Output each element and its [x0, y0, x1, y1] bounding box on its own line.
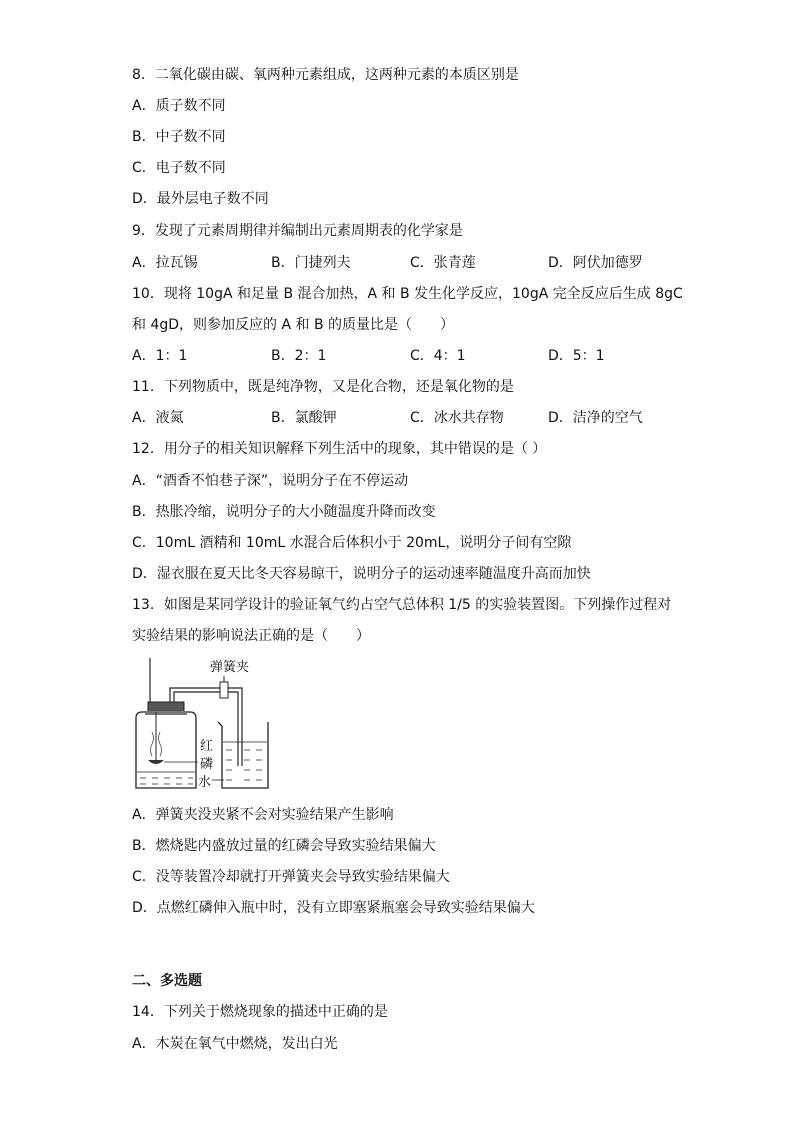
question-14-option-a: A．木炭在氧气中燃烧，发出白光 — [132, 1036, 338, 1052]
question-13-option-b: B．燃烧匙内盛放过量的红磷会导致实验结果偏大 — [132, 838, 436, 854]
beaker — [218, 722, 268, 788]
question-9-option-a: A．拉瓦锡 — [132, 255, 198, 271]
question-12-option-d: D．湿衣服在夏天比冬天容易晾干，说明分子的运动速率随温度升高而加快 — [132, 566, 591, 582]
spring-clip — [220, 682, 228, 698]
question-10-option-b: B．2：1 — [271, 348, 327, 364]
question-9-stem: 9．发现了元素周期律并编制出元素周期表的化学家是 — [132, 223, 463, 239]
bottle-water-dashes — [140, 778, 193, 784]
question-9-option-b: B．门捷列夫 — [271, 255, 351, 271]
question-10-stem-line1: 10．现将 10gA 和足量 B 混合加热，A 和 B 发生化学反应，10gA 完全反应后生成 8gC — [132, 286, 683, 302]
question-8-stem: 8．二氧化碳由碳、氧两种元素组成，这两种元素的本质区别是 — [132, 67, 519, 83]
question-10-option-d: D．5：1 — [548, 348, 605, 364]
question-13-stem-line2: 实验结果的影响说法正确的是（ ） — [132, 628, 370, 644]
question-8-option-d: D．最外层电子数不同 — [132, 191, 269, 207]
question-11-stem: 11．下列物质中，既是纯净物，又是化合物，还是氧化物的是 — [132, 379, 514, 395]
red-phosphorus-label-2: 磷 — [200, 757, 214, 772]
question-12-option-b: B．热胀冷缩，说明分子的大小随温度升降而改变 — [132, 504, 436, 520]
smoke-lines — [151, 732, 154, 756]
question-10-option-a: A．1：1 — [132, 348, 188, 364]
question-11-option-d: D．洁净的空气 — [548, 410, 643, 426]
question-10-option-c: C．4：1 — [410, 348, 466, 364]
question-10-stem-line2: 和 4gD，则参加反应的 A 和 B 的质量比是（ ） — [132, 317, 455, 333]
question-11-option-a: A．液氮 — [132, 410, 184, 426]
question-9-option-c: C．张青莲 — [410, 255, 476, 271]
question-9-option-d: D．阿伏加德罗 — [548, 255, 643, 271]
spring-clip-label: 弹簧夹 — [210, 660, 250, 675]
red-phosphorus-label-1: 红 — [200, 739, 214, 754]
water-label: 水 — [198, 775, 212, 790]
collecting-bottle — [136, 712, 196, 788]
beaker-water-dashes — [226, 750, 262, 780]
connecting-tube — [170, 688, 242, 766]
combustion-spoon — [148, 760, 164, 764]
bottle-neck — [145, 711, 187, 715]
question-11-option-c: C．冰水共存物 — [410, 410, 504, 426]
question-8-option-b: B．中子数不同 — [132, 129, 226, 145]
question-13-option-c: C．没等装置冷却就打开弹簧夹会导致实验结果偏大 — [132, 869, 450, 885]
question-13-option-d: D．点燃红磷伸入瓶中时，没有立即塞紧瓶塞会导致实验结果偏大 — [132, 900, 535, 916]
question-13-stem-line1: 13．如图是某同学设计的验证氧气约占空气总体积 1/5 的实验装置图。下列操作过程对 — [132, 597, 672, 613]
question-13-option-a: A．弹簧夹没夹紧不会对实验结果产生影响 — [132, 807, 394, 823]
question-8-option-c: C．电子数不同 — [132, 160, 226, 176]
section-multi-choice-title: 二、多选题 — [132, 973, 202, 989]
apparatus-diagram — [132, 656, 272, 792]
question-12-option-c: C．10mL 酒精和 10mL 水混合后体积小于 20mL，说明分子间有空隙 — [132, 535, 572, 551]
question-12-stem: 12．用分子的相关知识解释下列生活中的现象，其中错误的是（ ） — [132, 441, 547, 457]
question-14-stem: 14．下列关于燃烧现象的描述中正确的是 — [132, 1004, 388, 1020]
question-11-option-b: B．氯酸钾 — [271, 410, 337, 426]
rubber-stopper — [148, 702, 184, 712]
question-8-option-a: A．质子数不同 — [132, 98, 226, 114]
question-12-option-a: A．“酒香不怕巷子深”，说明分子在不停运动 — [132, 473, 409, 489]
